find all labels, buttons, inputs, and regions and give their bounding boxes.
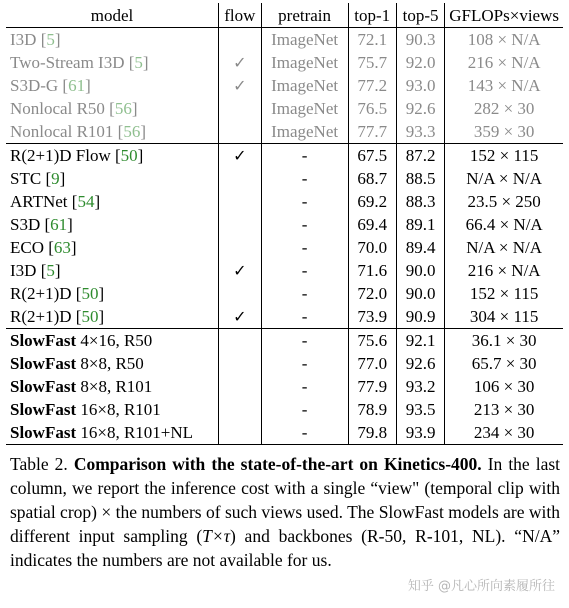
cell-flow: ✓ xyxy=(219,74,262,97)
table-row xyxy=(6,259,563,282)
citation-link[interactable]: 50 xyxy=(120,146,138,165)
table-body xyxy=(6,28,563,445)
cell-flow xyxy=(219,167,262,190)
cell-gflops: 152 × 115 xyxy=(445,282,563,305)
cell-model xyxy=(6,421,219,445)
cell-pretrain: - xyxy=(261,213,348,236)
table-row xyxy=(6,97,563,120)
cell-top5: 93.5 xyxy=(396,398,444,421)
cell-top1: 77.7 xyxy=(348,120,396,144)
cell-pretrain: - xyxy=(261,305,348,329)
cell-top1: 77.0 xyxy=(348,352,396,375)
cell-top1: 68.7 xyxy=(348,167,396,190)
table-row xyxy=(6,282,563,305)
cell-top1: 75.7 xyxy=(348,51,396,74)
cell-gflops: 36.1 × 30 xyxy=(445,329,563,353)
cell-flow xyxy=(219,120,262,144)
cell-model: ECO [63] xyxy=(10,238,77,257)
cell-pretrain: - xyxy=(261,329,348,353)
cell-model: I3D [5] xyxy=(10,30,61,49)
model-name: STC xyxy=(10,169,42,188)
model-name: 4×16, R50 xyxy=(76,331,153,350)
table-row xyxy=(6,190,563,213)
cell-top5: 89.4 xyxy=(396,236,444,259)
cell-gflops: 216 × N/A xyxy=(445,259,563,282)
table-caption xyxy=(10,452,560,572)
cell-model xyxy=(6,375,219,398)
cell-gflops: 106 × 30 xyxy=(445,375,563,398)
caption-title: Comparison with the state-of-the-art on Kinetics-400 xyxy=(73,454,478,474)
cell-gflops: 216 × N/A xyxy=(445,51,563,74)
cell-flow: ✓ xyxy=(219,51,262,74)
cell-gflops: 359 × 30 xyxy=(445,120,563,144)
table-row xyxy=(6,352,563,375)
watermark: 知乎 @凡心所向素履所往 xyxy=(408,575,555,594)
cell-top1: 77.9 xyxy=(348,375,396,398)
citation-link[interactable]: 9 xyxy=(51,169,60,188)
cell-pretrain: - xyxy=(261,167,348,190)
cell-flow: ✓ xyxy=(219,259,262,282)
citation-link[interactable]: 5 xyxy=(46,30,55,49)
cell-model: R(2+1)D [50] xyxy=(10,307,105,326)
cell-top1: 75.6 xyxy=(348,329,396,353)
cell-gflops: N/A × N/A xyxy=(445,236,563,259)
cell-flow xyxy=(219,28,262,52)
cell-top1: 70.0 xyxy=(348,236,396,259)
cell-pretrain: ImageNet xyxy=(261,97,348,120)
cell-pretrain: - xyxy=(261,421,348,445)
cell-model xyxy=(6,352,219,375)
cell-top5: 90.0 xyxy=(396,282,444,305)
cell-flow xyxy=(219,398,262,421)
citation-link[interactable]: 5 xyxy=(134,53,143,72)
results-table xyxy=(6,3,563,445)
cell-top5: 92.1 xyxy=(396,329,444,353)
citation-link[interactable]: 50 xyxy=(81,284,99,303)
citation-link[interactable]: 61 xyxy=(50,215,68,234)
citation-link[interactable]: 56 xyxy=(123,122,141,141)
cell-pretrain: ImageNet xyxy=(261,28,348,52)
table-row xyxy=(6,28,563,52)
cell-top5: 87.2 xyxy=(396,144,444,168)
cell-gflops: 213 × 30 xyxy=(445,398,563,421)
model-name: Two-Stream I3D xyxy=(10,53,125,72)
table-row xyxy=(6,51,563,74)
table-row xyxy=(6,74,563,97)
cell-gflops: 282 × 30 xyxy=(445,97,563,120)
cell-flow xyxy=(219,375,262,398)
cell-top5: 88.5 xyxy=(396,167,444,190)
cell-pretrain: - xyxy=(261,190,348,213)
header-model: model xyxy=(6,3,219,28)
caption-label: Table 2. xyxy=(10,454,68,474)
cell-top1: 72.1 xyxy=(348,28,396,52)
cell-gflops: 152 × 115 xyxy=(445,144,563,168)
cell-gflops: 108 × N/A xyxy=(445,28,563,52)
cell-gflops: 143 × N/A xyxy=(445,74,563,97)
citation-link[interactable]: 5 xyxy=(46,261,55,280)
model-name: ECO xyxy=(10,238,44,257)
model-name: R(2+1)D xyxy=(10,307,72,326)
cell-flow xyxy=(219,97,262,120)
model-name: 8×8, R101 xyxy=(76,377,153,396)
cell-model: Two-Stream I3D [5] xyxy=(10,53,149,72)
cell-gflops: 66.4 × N/A xyxy=(445,213,563,236)
cell-flow xyxy=(219,213,262,236)
cell-model: I3D [5] xyxy=(10,261,61,280)
cell-top5: 93.2 xyxy=(396,375,444,398)
cell-flow: ✓ xyxy=(219,144,262,168)
table-row xyxy=(6,144,563,168)
caption-title-end: . xyxy=(477,454,482,474)
cell-top5: 88.3 xyxy=(396,190,444,213)
cell-flow xyxy=(219,421,262,445)
model-name: 16×8, R101 xyxy=(76,400,161,419)
cell-top5: 90.0 xyxy=(396,259,444,282)
table-row xyxy=(6,421,563,445)
cell-top5: 92.0 xyxy=(396,51,444,74)
cell-pretrain: - xyxy=(261,352,348,375)
model-name-bold: SlowFast xyxy=(10,400,77,419)
citation-link[interactable]: 56 xyxy=(114,99,132,118)
model-name: Nonlocal R101 xyxy=(10,122,114,141)
cell-top1: 79.8 xyxy=(348,421,396,445)
model-name: S3D-G xyxy=(10,76,59,95)
header-top1: top-1 xyxy=(348,3,396,28)
header-pretrain: pretrain xyxy=(261,3,348,28)
cell-top1: 73.9 xyxy=(348,305,396,329)
cell-pretrain: - xyxy=(261,398,348,421)
cell-model xyxy=(6,329,219,353)
cell-model: ARTNet [54] xyxy=(10,192,101,211)
cell-pretrain: - xyxy=(261,144,348,168)
cell-flow xyxy=(219,282,262,305)
table-row xyxy=(6,375,563,398)
cell-pretrain: ImageNet xyxy=(261,51,348,74)
table-header-row xyxy=(6,3,563,28)
cell-top5: 90.3 xyxy=(396,28,444,52)
cell-top1: 71.6 xyxy=(348,259,396,282)
cell-gflops: 65.7 × 30 xyxy=(445,352,563,375)
header-top5: top-5 xyxy=(396,3,444,28)
cell-model: S3D [61] xyxy=(10,215,73,234)
model-name: 8×8, R50 xyxy=(76,354,144,373)
cell-gflops: N/A × N/A xyxy=(445,167,563,190)
model-name-bold: SlowFast xyxy=(10,423,77,442)
cell-model: S3D-G [61] xyxy=(10,76,91,95)
cell-top5: 93.9 xyxy=(396,421,444,445)
cell-top1: 78.9 xyxy=(348,398,396,421)
model-name: ARTNet xyxy=(10,192,68,211)
table-row xyxy=(6,167,563,190)
cell-top1: 69.2 xyxy=(348,190,396,213)
model-name: 16×8, R101+NL xyxy=(76,423,194,442)
caption-body: In the last column, we report the inference cost with a single “view" (temporal clip with spatial crop) × the numbers of such views used. The SlowFast models are with different input sampling ( xyxy=(10,454,561,546)
cell-top1: 76.5 xyxy=(348,97,396,120)
model-name-bold: SlowFast xyxy=(10,354,77,373)
cell-model: Nonlocal R101 [56] xyxy=(10,122,146,141)
header-gflops: GFLOPs×views xyxy=(445,3,563,28)
citation-link[interactable]: 50 xyxy=(81,307,99,326)
model-name: R(2+1)D Flow xyxy=(10,146,111,165)
cell-top5: 93.0 xyxy=(396,74,444,97)
cell-top5: 92.6 xyxy=(396,97,444,120)
citation-link[interactable]: 61 xyxy=(68,76,86,95)
cell-gflops: 304 × 115 xyxy=(445,305,563,329)
cell-top5: 90.9 xyxy=(396,305,444,329)
cell-flow xyxy=(219,329,262,353)
cell-flow xyxy=(219,352,262,375)
cell-top1: 77.2 xyxy=(348,74,396,97)
cell-gflops: 234 × 30 xyxy=(445,421,563,445)
cell-top1: 72.0 xyxy=(348,282,396,305)
cell-top5: 93.3 xyxy=(396,120,444,144)
model-name-bold: SlowFast xyxy=(10,377,77,396)
model-name: R(2+1)D xyxy=(10,284,72,303)
cell-flow xyxy=(219,236,262,259)
cell-pretrain: ImageNet xyxy=(261,120,348,144)
cell-model: Nonlocal R50 [56] xyxy=(10,99,138,118)
table-row xyxy=(6,120,563,144)
cell-gflops: 23.5 × 250 xyxy=(445,190,563,213)
cell-pretrain: - xyxy=(261,259,348,282)
cell-model: R(2+1)D [50] xyxy=(10,284,105,303)
cell-flow: ✓ xyxy=(219,305,262,329)
header-flow: flow xyxy=(219,3,262,28)
cell-top5: 89.1 xyxy=(396,213,444,236)
model-name: I3D xyxy=(10,261,37,280)
table-row xyxy=(6,305,563,329)
caption-body-end: ) and backbones (R-50, R-101, NL). “N/A” indicates the numbers are not available for us. xyxy=(10,526,560,570)
cell-pretrain: ImageNet xyxy=(261,74,348,97)
cell-model xyxy=(6,398,219,421)
model-name: Nonlocal R50 xyxy=(10,99,105,118)
table-row xyxy=(6,213,563,236)
cell-top1: 67.5 xyxy=(348,144,396,168)
caption-math: T×τ xyxy=(202,526,230,546)
cell-model: R(2+1)D Flow [50] xyxy=(6,144,219,168)
cell-top5: 92.6 xyxy=(396,352,444,375)
table-row xyxy=(6,398,563,421)
cell-pretrain: - xyxy=(261,282,348,305)
table-row xyxy=(6,236,563,259)
model-name: S3D xyxy=(10,215,41,234)
citation-link[interactable]: 63 xyxy=(53,238,71,257)
cell-flow xyxy=(219,190,262,213)
cell-top1: 69.4 xyxy=(348,213,396,236)
model-name-bold: SlowFast xyxy=(10,331,77,350)
cell-pretrain: - xyxy=(261,236,348,259)
cell-model: STC [9] xyxy=(10,169,66,188)
cell-pretrain: - xyxy=(261,375,348,398)
model-name: I3D xyxy=(10,30,37,49)
citation-link[interactable]: 54 xyxy=(77,192,95,211)
table-row xyxy=(6,329,563,353)
